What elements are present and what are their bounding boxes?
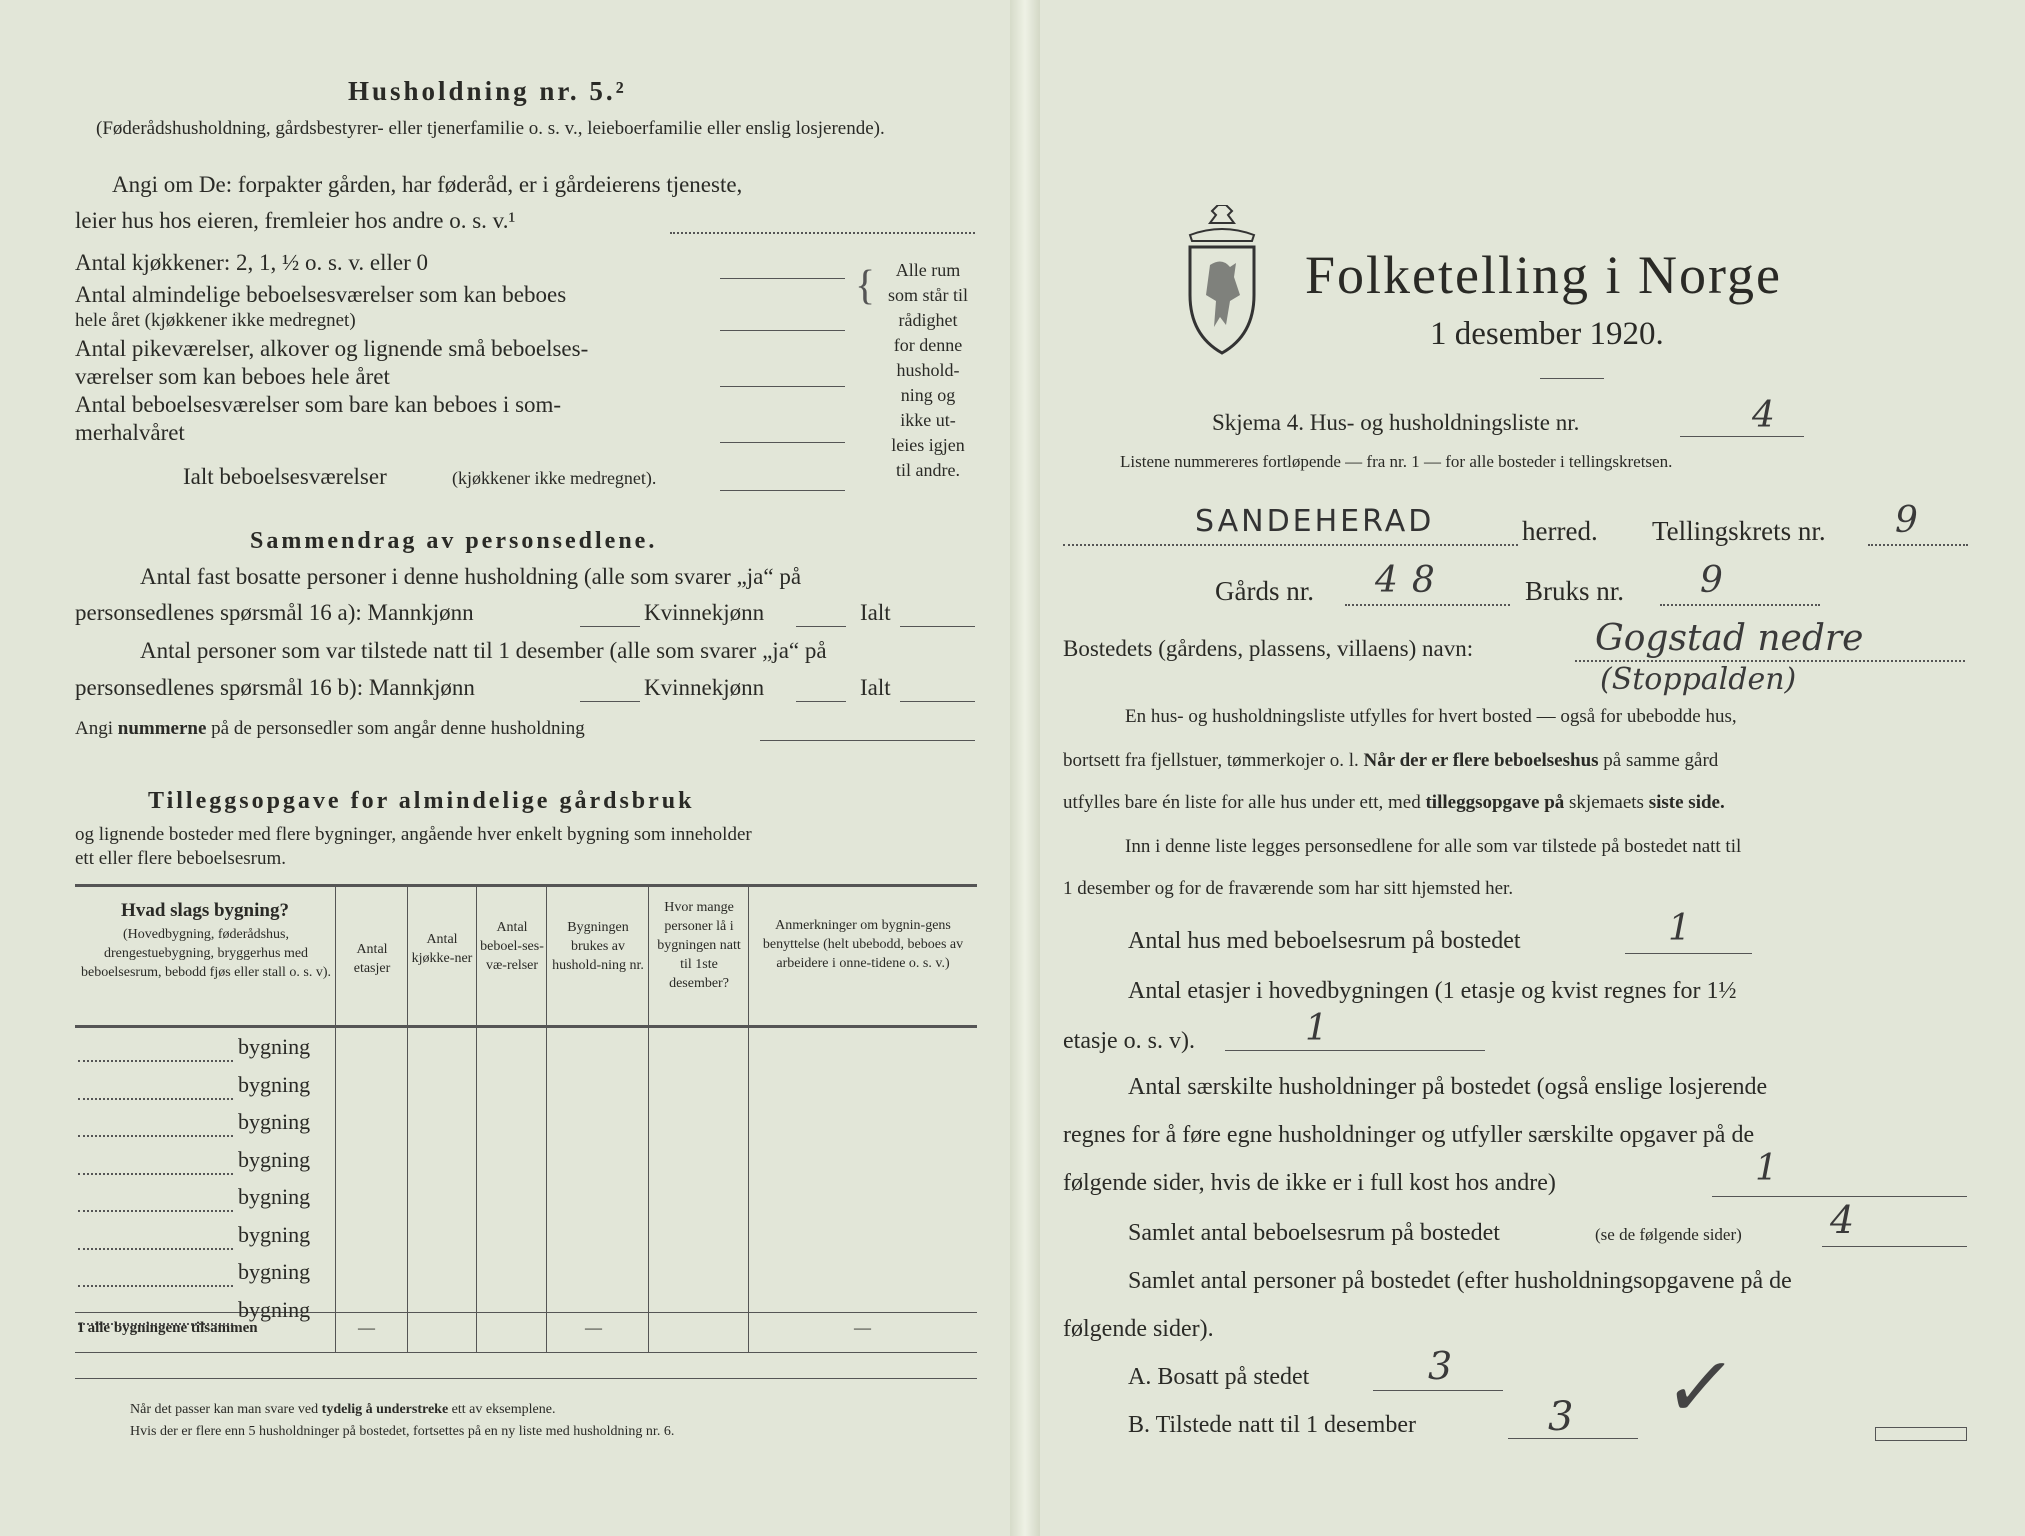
building-row-label: bygning	[238, 1259, 311, 1284]
q-hus-line	[1625, 953, 1752, 954]
summary-b-total-label: Ialt	[860, 675, 891, 700]
summary-a-total[interactable]	[900, 626, 975, 627]
col-divider-4	[546, 886, 547, 1352]
side-note: Alle rum som står til rådighet for denne hushold- ning og ikke ut- leies igjen til andre.	[888, 260, 968, 480]
q-bosatt-value[interactable]: 3	[1428, 1344, 1453, 1388]
summary-title: Sammendrag av personsedlene.	[250, 528, 658, 554]
summary-b-female[interactable]	[796, 701, 846, 702]
printer-mark	[1875, 1427, 1967, 1441]
th-household-nr: Bygningen brukes av hushold-ning nr.	[552, 920, 644, 973]
building-row-entry[interactable]	[78, 1060, 233, 1062]
bosted-name[interactable]: Gogstad nedre	[1595, 618, 1864, 659]
footnote-2: Hvis der er flere enn 5 husholdninger på bostedet, fortsettes på en ny liste med husholdning nr. 6.	[130, 1424, 675, 1439]
instr-line-5: 1 desember og for de fraværende som har sitt hjemsted her.	[1063, 878, 1514, 899]
ialt-answer[interactable]	[720, 490, 845, 491]
q-etasjer-line	[1225, 1050, 1485, 1051]
summary-a-female[interactable]	[796, 626, 846, 627]
rooms-kitchens: Antal kjøkkener: 2, 1, ½ o. s. v. eller 0	[75, 250, 429, 275]
building-row-entry[interactable]	[78, 1173, 233, 1175]
gards-label: Gårds nr.	[1215, 576, 1314, 606]
norway-coat-of-arms-icon	[1180, 205, 1264, 355]
building-row-entry[interactable]	[78, 1135, 233, 1137]
summary-a-total-label: Ialt	[860, 600, 891, 625]
th-persons: Hvor mange personer lå i bygningen natt til 1ste desember?	[657, 900, 741, 991]
bruks-line	[1660, 604, 1820, 606]
page-spine	[1010, 0, 1040, 1536]
q-bosatt-line	[1373, 1390, 1503, 1391]
total-remarks: —	[854, 1318, 871, 1337]
ialt-rooms: Ialt beboelsesværelser	[183, 464, 387, 489]
table-header-border	[75, 1025, 977, 1028]
table-top-border	[75, 884, 977, 887]
table-bottom-border	[75, 1352, 977, 1353]
ialt-rooms-note: (kjøkkener ikke medregnet).	[452, 468, 657, 488]
instr-line-4: Inn i denne liste legges personsedlene for alle som var tilstede på bostedet natt til	[1125, 836, 1742, 857]
col-divider-1	[335, 886, 336, 1352]
total-household: —	[585, 1318, 602, 1337]
building-row-label: bygning	[238, 1034, 311, 1059]
rooms-summer: Antal beboelsesværelser som bare kan beboes i som-	[75, 392, 562, 417]
q-rum-line	[1822, 1246, 1967, 1247]
gards-line	[1345, 604, 1510, 606]
th-rooms: Antal beboel-ses-væ-relser	[480, 920, 544, 973]
rooms-summer-2: merhalvåret	[75, 420, 185, 445]
rooms-small-2: værelser som kan beboes hele året	[75, 364, 390, 389]
building-row-entry[interactable]	[78, 1285, 233, 1287]
angi-answer-line[interactable]	[670, 232, 975, 234]
tillegg-text-2: ett eller flere beboelsesrum.	[75, 848, 287, 869]
summary-b-male[interactable]	[580, 701, 640, 702]
q-pers-1: Samlet antal personer på bostedet (efter husholdningsopgavene på de	[1128, 1268, 1792, 1294]
skjema-number[interactable]: 4	[1752, 395, 1775, 436]
angi-nummerne: Angi nummerne på de personsedler som angår denne husholdning	[75, 718, 585, 739]
building-row-entry[interactable]	[78, 1210, 233, 1212]
tillegg-title: Tilleggsopgave for almindelige gårdsbruk	[148, 788, 695, 814]
th-building: Hvad slags bygning?	[121, 900, 289, 921]
title-rule	[1540, 378, 1604, 379]
tellingskrets-value[interactable]: 9	[1895, 500, 1918, 541]
gards-value[interactable]: 48	[1375, 560, 1449, 601]
q-hush-2: regnes for å føre egne husholdninger og utfyller særskilte opgaver på de	[1063, 1122, 1755, 1148]
bruks-value[interactable]: 9	[1700, 560, 1723, 601]
th-kjokkener: Antal kjøkke-ner	[411, 932, 473, 966]
summary-b-female-label: Kvinnekjønn	[644, 675, 765, 700]
nummerne-answer[interactable]	[760, 740, 975, 741]
herred-label: herred.	[1522, 516, 1598, 546]
skjema-number-line	[1680, 436, 1804, 437]
building-row-entry[interactable]	[78, 1098, 233, 1100]
building-row-entry[interactable]	[78, 1248, 233, 1250]
total-etasjer: —	[358, 1318, 375, 1337]
q-pers-2: følgende sider).	[1063, 1316, 1214, 1342]
th-etasjer: Antal etasjer	[353, 942, 391, 976]
q-rum-note: (se de følgende sider)	[1595, 1225, 1742, 1244]
col-divider-3	[476, 886, 477, 1352]
q-tilstede-value[interactable]: 3	[1548, 1394, 1574, 1440]
q-etasjer-1: Antal etasjer i hovedbygningen (1 etasje og kvist regnes for 1½	[1128, 978, 1737, 1004]
form-title: Folketelling i Norge	[1305, 245, 1782, 305]
q-hush-line	[1712, 1196, 1967, 1197]
tellingskrets-line	[1868, 544, 1968, 546]
brace: {	[855, 263, 876, 309]
household-intro: (Føderådshusholdning, gårdsbestyrer- eller tjenerfamilie o. s. v., leieboerfamilie eller enslig losjerende).	[96, 118, 885, 139]
instr-line-1: En hus- og husholdningsliste utfylles for hvert bosted — også for ubebodde hus,	[1125, 706, 1737, 727]
rooms-ordinary: Antal almindelige beboelsesværelser som kan beboes	[75, 282, 567, 307]
summer-answer[interactable]	[720, 442, 845, 443]
instr-line-2: bortsett fra fjellstuer, tømmerkojer o. l. Når der er flere beboelseshus på samme gård	[1063, 750, 1719, 771]
th-building-sub: (Hovedbygning, føderådshus, drengestuebygning, bryggerhus med beboelsesrum, bebodd fjøs eller stall o. s. v).	[80, 927, 331, 980]
building-row-label: bygning	[238, 1146, 311, 1172]
summary-a-male[interactable]	[580, 626, 640, 627]
bostedets-label: Bostedets (gårdens, plassens, villaens) navn:	[1063, 636, 1474, 661]
rooms-small: Antal pikeværelser, alkover og lignende små beboelses-	[75, 336, 589, 361]
q-hush-value[interactable]: 1	[1755, 1148, 1778, 1189]
q-bosatt: A. Bosatt på stedet	[1128, 1364, 1310, 1390]
q-tilstede: B. Tilstede natt til 1 desember	[1128, 1412, 1416, 1438]
building-row-label: bygning	[238, 1296, 311, 1322]
summary-a-line-2: personsedlenes spørsmål 16 a): Mannkjønn	[75, 600, 474, 625]
table-total-border	[75, 1312, 977, 1313]
th-remarks: Anmerkninger om bygnin-gens benyttelse (helt ubebodd, beboes av arbeidere i onne-tidene o. s. v.)	[762, 918, 964, 971]
footnote-divider	[75, 1378, 977, 1379]
kitchens-answer[interactable]	[720, 278, 845, 279]
q-hush-1: Antal særskilte husholdninger på bostedet (også enslige losjerende	[1128, 1074, 1768, 1100]
total-label: I alle bygningene tilsammen	[78, 1320, 258, 1336]
summary-b-total[interactable]	[900, 701, 975, 702]
bruks-label: Bruks nr.	[1525, 576, 1625, 606]
summary-a-female-label: Kvinnekjønn	[644, 600, 765, 625]
building-row-label: bygning	[238, 1221, 311, 1247]
tellingskrets-label: Tellingskrets nr.	[1652, 516, 1826, 546]
q-etasjer-2: etasje o. s. v).	[1063, 1028, 1195, 1054]
footnote-1: Når det passer kan man svare ved tydelig å understreke ett av eksemplene.	[130, 1402, 556, 1417]
skjema-label: Skjema 4. Hus- og husholdningsliste nr.	[1212, 410, 1580, 435]
q-rum-value[interactable]: 4	[1830, 1198, 1855, 1242]
col-divider-2	[407, 886, 408, 1352]
summary-b-line-1: Antal personer som var tilstede natt til 1 desember (alle som svarer „ja“ på	[140, 638, 827, 663]
summary-b-line-2: personsedlenes spørsmål 16 b): Mannkjønn	[75, 675, 475, 700]
building-row-label: bygning	[238, 1109, 311, 1134]
q-hush-3: følgende sider, hvis de ikke er i full kost hos andre)	[1063, 1170, 1556, 1196]
herred-stamp[interactable]: SANDEHERAD	[1195, 504, 1435, 539]
listene-note: Listene nummereres fortløpende — fra nr. 1 — for alle bosteder i tellingskretsen.	[1120, 452, 1673, 471]
col-divider-6	[748, 886, 749, 1352]
building-row-label: bygning	[238, 1071, 311, 1097]
rooms-ordinary-2: hele året (kjøkkener ikke medregnet)	[75, 310, 356, 331]
summary-a-line-1: Antal fast bosatte personer i denne husholdning (alle som svarer „ja“ på	[140, 564, 802, 589]
q-hus-value[interactable]: 1	[1668, 908, 1691, 949]
angi-line-2: leier hus hos eieren, fremleier hos andre o. s. v.¹	[75, 208, 516, 233]
angi-line-1: Angi om De: forpakter gården, har føderåd, er i gårdeierens tjeneste,	[112, 172, 743, 197]
q-hus: Antal hus med beboelsesrum på bostedet	[1128, 928, 1521, 954]
instr-line-3: utfylles bare én liste for alle hus under ett, med tilleggsopgave på skjemaets siste side.	[1063, 792, 1725, 813]
herred-line	[1063, 544, 1518, 546]
checkmark-icon: ✓	[1658, 1342, 1742, 1435]
form-date: 1 desember 1920.	[1430, 316, 1664, 352]
building-row-label: bygning	[238, 1184, 311, 1209]
q-rum: Samlet antal beboelsesrum på bostedet	[1128, 1220, 1500, 1246]
household-title: Husholdning nr. 5.²	[348, 76, 627, 106]
col-divider-5	[648, 886, 649, 1352]
q-etasjer-value[interactable]: 1	[1305, 1008, 1328, 1049]
small-answer[interactable]	[720, 386, 845, 387]
tillegg-text-1: og lignende bosteder med flere bygninger, angående hver enkelt bygning som inneholder	[75, 824, 752, 845]
bosted-name-2[interactable]: (Stoppalden)	[1600, 662, 1797, 697]
ordinary-answer[interactable]	[720, 330, 845, 331]
